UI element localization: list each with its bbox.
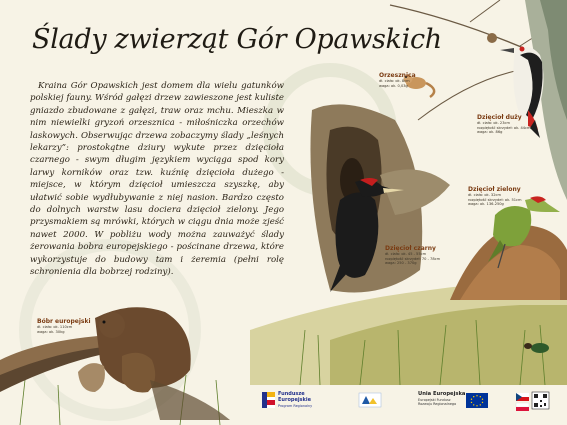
fe-line: Fundusze [278,391,305,397]
label-meta: waga: ok. 136-250g [468,202,504,207]
fe-line: Europejskie [278,396,311,403]
label-dormouse [379,72,416,88]
label-black-woodpecker [385,245,440,266]
label-green-woodpecker [468,186,522,207]
page-title: Ślady zwierząt Gór Opawskich [32,24,442,55]
label-meta: waga: 250 - 370g [385,261,417,266]
label-name: Dzięcioł duży [477,114,522,121]
eu-subtitle-line: Rozwoju Regionalnego [418,402,457,406]
label-meta: dł. ciała: ok. 32cm [468,193,501,197]
label-name: Dzięcioł zielony [468,186,521,193]
label-great-spotted-woodpecker [477,114,531,135]
label-meta: waga: ok. 0,03g [379,83,408,88]
czech-flag-icon [516,393,529,401]
label-meta: waga: ok. 30kg [37,329,65,334]
nest [487,33,497,43]
eu-title: Unia Europejska [418,391,466,397]
fe-logo-subtitle: Program Regionalny [278,404,313,408]
label-meta: dł. ciała: ok. 23cm [477,121,510,125]
label-name: Bóbr europejski [37,318,91,325]
european-funds-logo-icon [262,392,275,408]
label-meta: dł. ciała: ok. 110cm [37,325,73,329]
body-text: Kraina Gór Opawskich jest domem dla wielu gatunków polskiej fauny. Wśród gałęzi drzew zawieszone jest kuliste gniazdo zbudowane z gałęzi, traw oraz mchu. Mieszka w nim niewielki gryzoń orzesznica - miłośniczka orzechów laskowych. Obserwując drzewa zobaczymy ślady „leśnych lekarzy”: prostokątne dziury wykute przez dzięcioła czarnego - swym długim językiem wyciąga spod kory larwy korników oraz tzw. kuźnię dzięcioła dużego - miejsce, w którym dzięcioł umieszcza szyszkę, aby ułatwić sobie wydłubywanie z niej nasion. Bardzo często do dolnych warstw lasu dociera dzięcioł zielony. Jego przysmakiem są mrówki, których w ciągu dnia może zjeść nawet 2000. W pobliżu wody można zauważyć ślady żerowania bobra europejskiego - pościnane drzewa, które wykorzystuje do budowy tam i żeremia (pełni rolę schronienia dla bobrzej rodziny). [30,81,284,278]
eu-subtitle-line: Europejski Fundusz [418,398,451,402]
eu-flag-icon [466,393,488,408]
regional-emblem-icon [359,393,381,407]
label-meta: rozpiętość skrzydeł: ok. 44cm [477,125,531,130]
polish-flag-icon [516,403,529,411]
label-meta: rozpiętość skrzydeł: 70 - 78cm [385,256,441,261]
label-name: Orzesznica [379,72,416,79]
qr-code-icon [532,392,549,409]
label-meta: dł. ciała: ok. 8cm [379,79,410,83]
fe-logo-text [278,392,311,403]
label-meta: rozpiętość skrzydeł: ok. 51cm [468,197,522,202]
label-meta: dł. ciała: ok. 45 - 55cm [385,252,427,256]
label-meta: waga: ok. 86g [477,130,503,135]
eu-subtitle [418,398,456,406]
label-name: Dzięcioł czarny [385,245,436,252]
label-beaver [37,318,91,334]
